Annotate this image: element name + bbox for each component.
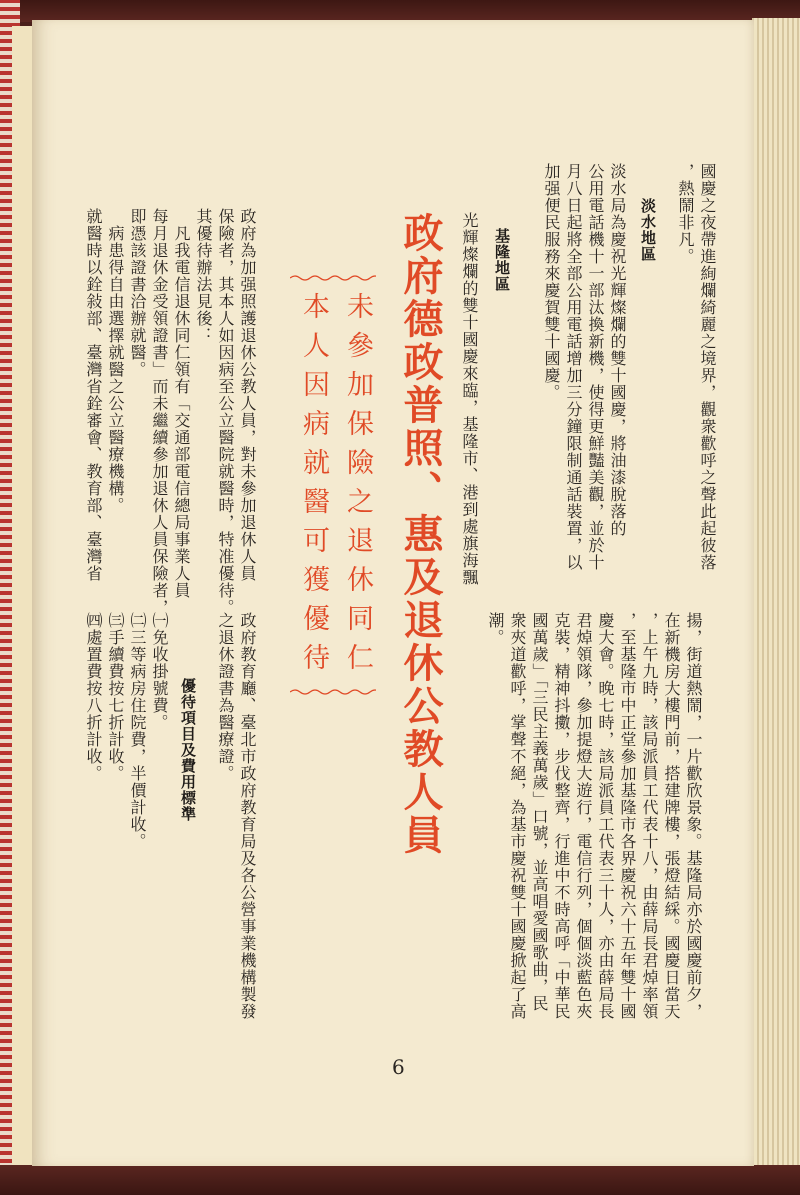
benefit-items-list: ㈠免收掛號費。 ㈡三等病房住院費，半價計收。 ㈢手續費按七折計收。 ㈣處置費按八折計收。 (84, 612, 169, 850)
tamsui-body: 淡水局為慶祝光輝燦爛的雙十國慶，將油漆脫落的 公用電話機十一部汰換新機，使得更鮮豔美觀，並於十 月八日起將全部公用電話增加三分鐘限制通話裝置，以 加强便民服務來慶賀雙十國慶。 (542, 163, 627, 571)
keelung-heading: 基隆地區 (493, 228, 511, 292)
page-stack-edge (752, 18, 800, 1178)
tamsui-heading: 淡水地區 (639, 198, 657, 262)
items-heading: 優待項目及費用標準 (179, 678, 197, 822)
page-number: 6 (392, 1055, 405, 1079)
intro-text: 國慶之夜帶進絢爛綺麗之境界，觀衆歡呼之聲此起彼落 ，熱鬧非凡。 (676, 163, 717, 571)
book-cover-top (0, 0, 800, 22)
wavy-rule-bottom (290, 688, 376, 696)
book-cover-bottom (0, 1165, 800, 1195)
keelung-continued-text: 揚，街道熱鬧，一片歡欣景象。基隆局亦於國慶前夕， 在新機房大樓門前，搭建牌樓，張燈結綵。國慶日當天 ，上午九時，該局派員工代表十八，由薛局長君焯率領 ，至基隆市中正堂參加基隆市各界慶祝六十五年雙十國 慶大會。晚七時，該局派員工代表三十人，亦由薛局長 君焯領隊，參加提燈大遊行，電信行列，個個淡藍色夾 克裝，精神抖擻，步伐整齊，行進中不時高呼「中華民 國萬歲」「三民主義萬歲」口號，並高唱愛國歌曲，民 衆夾道歡呼，掌聲不絕，為基市慶祝雙十國慶掀起了高 潮。 (486, 612, 703, 1020)
retiree-benefit-text: 政府為加强照護退休公教人員，對未參加退休人員 保險者，其本人如因病至公立醫院就醫時，特准優待。 其優待辦法見後： 凡我電信退休同仁領有「交通部電信總局事業人員 每月退休金受領證書」而未繼續參加退休人員保險者， 即憑該證書洽辦就醫。 病患得自由選擇就醫之公立醫療機構。 就醫時以銓敍部、臺灣省銓審會、教育部、臺灣省 (84, 208, 257, 616)
headline-subtitle-2: 本人因病就醫可獲優待 (298, 292, 329, 682)
headline-subtitle-1: 未參加保險之退休同仁 (342, 292, 373, 682)
book-page (32, 20, 754, 1166)
wavy-rule-top (290, 274, 376, 282)
keelung-body: 光輝燦爛的雙十國慶來臨，基隆市、港到處旗海飄 (460, 212, 479, 586)
headline-title: 政府德政普照、惠及退休公教人員 (397, 212, 443, 857)
certificate-text: 政府教育廳、臺北市政府教育局及各公營事業機構製發 之退休證書為醫療證。 (216, 612, 257, 1020)
